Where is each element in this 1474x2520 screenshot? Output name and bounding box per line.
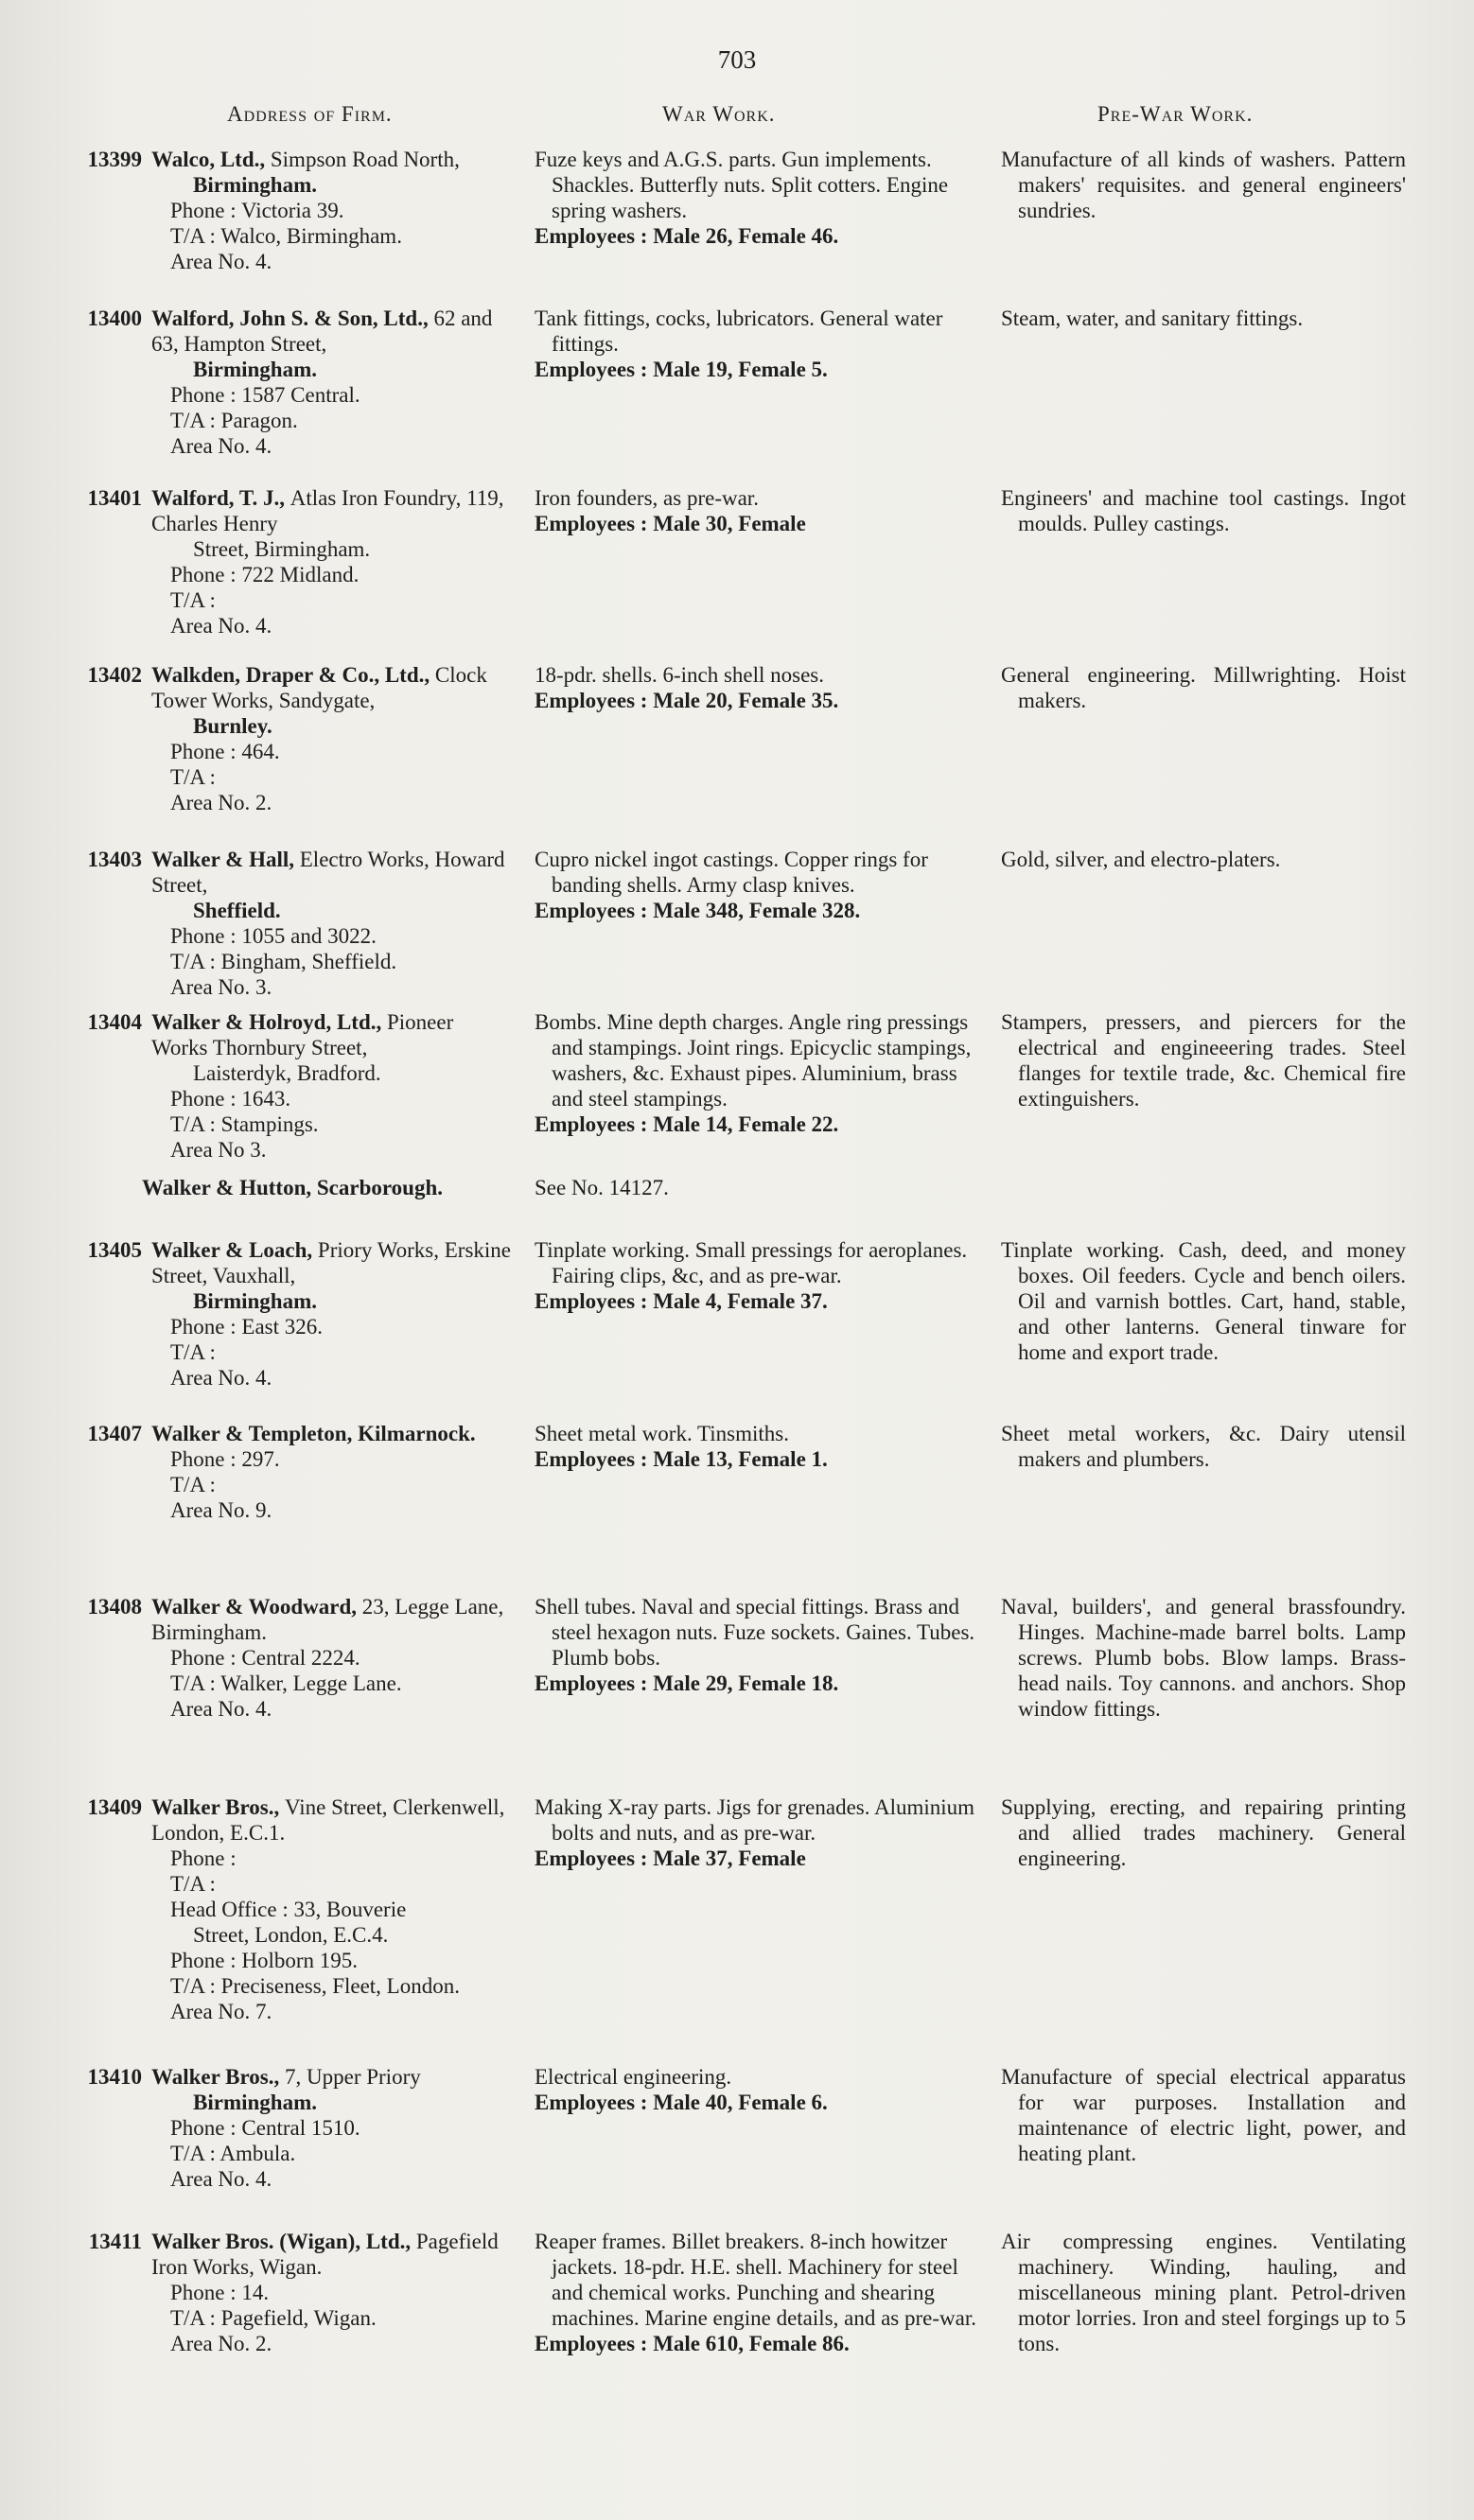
address-line: Priory Works, Erskine Street, Vauxhall, [151, 1238, 511, 1287]
address-line: T/A : Paragon. [170, 409, 298, 432]
address-line: T/A : Walker, Legge Lane. [170, 1671, 402, 1695]
address-line: Phone : [170, 1846, 237, 1870]
entry-number: 13405 [87, 1238, 142, 1262]
employees: Employees : Male 29, Female 18. [535, 1671, 839, 1695]
entry-war-work [535, 1237, 984, 1314]
address-line: Clock Tower Works, Sandygate, [151, 663, 487, 712]
entry-number: 13410 [87, 2065, 142, 2089]
employees: Employees : Male 4, Female 37. [535, 1289, 828, 1313]
address-line: Phone : Victoria 39. [170, 199, 344, 222]
address-line: T/A : [170, 1473, 216, 1496]
firm-name: Walker Bros. (Wigan), Ltd., [151, 2230, 416, 2253]
address-line: Phone : 297. [170, 1447, 280, 1471]
entry-prewar-work: General engineering. Millwrighting. Hoist makers. [1001, 663, 1406, 712]
address-line: Phone : Central 2224. [170, 1646, 360, 1670]
firm-name: Walker Bros., [151, 1795, 285, 1819]
entry-number: 13411 [88, 2230, 142, 2253]
address-line: Simpson Road North, [270, 148, 460, 171]
address-line: Phone : 1587 Central. [170, 383, 360, 407]
address-line: Street, Birmingham. [193, 537, 371, 561]
entry-prewar-work: Steam, water, and sanitary fittings. [1001, 306, 1304, 330]
entry-address [151, 847, 511, 1000]
war-description: Reaper frames. Billet breakers. 8-inch howitzer jackets. 18-pdr. H.E. shell. Machinery for steel and chemical works. Punching and shearing machines. Marine engine details, and as pre-war. [535, 2230, 976, 2330]
entry-address [151, 1594, 511, 1722]
address-line: T/A : Ambula. [170, 2142, 296, 2165]
address-line: Pagefield Iron Works, Wigan. [151, 2230, 499, 2279]
employees: Employees : Male 26, Female 46. [535, 224, 839, 248]
address-line: Burnley. [193, 714, 272, 738]
address-line: T/A : Walco, Birmingham. [170, 224, 402, 248]
employees: Employees : Male 19, Female 5. [535, 358, 828, 381]
war-description: Sheet metal work. Tinsmiths. [535, 1422, 789, 1445]
firm-name: Walker & Templeton, Kilmarnock. [151, 1422, 476, 1445]
entry-prewar-work: Naval, builders', and general brassfoundry. Hinges. Machine-made barrel bolts. Lamp screws. Plumb bobs. Blow lamps. Brass-head nails. Toy cannons. and anchors. Shop window fittings. [1001, 1595, 1406, 1721]
entry-war-work [535, 1794, 984, 1871]
entry-prewar-work: Manufacture of special electrical apparatus for war purposes. Installation and maintenance of electric light, power, and heating plant. [1001, 2065, 1406, 2165]
address-line: Area No. 2. [170, 791, 272, 814]
employees: Employees : Male 40, Female 6. [535, 2091, 828, 2114]
entry-number: 13407 [87, 1422, 142, 1445]
entry-war-work [535, 485, 984, 536]
address-line: 7, Upper Priory [285, 2065, 421, 2089]
employees: Employees : Male 20, Female 35. [535, 689, 839, 712]
address-line: T/A : Preciseness, Fleet, London. [170, 1974, 460, 1998]
employees: Employees : Male 37, Female [535, 1846, 806, 1870]
entry-number: 13409 [87, 1795, 142, 1819]
war-description: Bombs. Mine depth charges. Angle ring pressings and stampings. Joint rings. Epicyclic stampings, washers, &c. Exhaust pipes. Aluminium, brass and steel stampings. [535, 1010, 972, 1111]
address-line: Phone : 722 Midland. [170, 563, 360, 586]
firm-name: Walker & Woodward, [151, 1595, 362, 1619]
cross-reference: See No. 14127. [535, 1176, 669, 1199]
entry-war-work [535, 306, 984, 382]
entry-number: 13400 [87, 306, 142, 330]
entry-war-work [535, 2229, 984, 2356]
entry-address [151, 1009, 511, 1163]
entry-address [151, 485, 511, 639]
employees: Employees : Male 348, Female 328. [535, 899, 861, 922]
entry-war-work [535, 1175, 984, 1200]
firm-name: Walker & Loach, [151, 1238, 318, 1262]
address-line: Area No. 4. [170, 1366, 272, 1390]
firm-name: Walker & Holroyd, Ltd., [151, 1010, 387, 1034]
entry-address [151, 2229, 511, 2356]
header-prewar-work: Pre-War Work. [1097, 102, 1254, 126]
address-line: Phone : 464. [170, 740, 280, 763]
address-line: Birmingham. [193, 173, 317, 197]
address-line: T/A : [170, 588, 216, 612]
address-line: Phone : 1055 and 3022. [170, 924, 377, 948]
entry-address [151, 662, 511, 815]
address-line: Phone : Holborn 195. [170, 1949, 359, 1972]
entry-war-work [535, 1594, 984, 1696]
entry-prewar-work: Supplying, erecting, and repairing printing and allied trades machinery. General engineering. [1001, 1795, 1406, 1870]
entry-number: 13404 [87, 1010, 142, 1034]
entry-number: 13401 [87, 486, 142, 510]
entry-prewar-work: Gold, silver, and electro-platers. [1001, 848, 1281, 871]
entry-address [151, 1794, 511, 2024]
entry-address [151, 1237, 511, 1391]
entry-prewar-work: Stampers, pressers, and piercers for the electrical and engineeering trades. Steel flanges for textile trade, &c. Chemical fire extinguishers. [1001, 1010, 1406, 1111]
entry-number: 13403 [87, 848, 142, 871]
war-description: Cupro nickel ingot castings. Copper rings for banding shells. Army clasp knives. [535, 848, 928, 897]
war-description: Fuze keys and A.G.S. parts. Gun implements. Shackles. Butterfly nuts. Split cotters. Engine spring washers. [535, 148, 949, 222]
address-line: Birmingham. [193, 358, 317, 381]
address-line: Phone : 1643. [170, 1087, 291, 1111]
address-line: Phone : East 326. [170, 1315, 323, 1339]
entry-address [151, 147, 511, 274]
war-description: Tank fittings, cocks, lubricators. General water fittings. [535, 306, 943, 356]
address-line: 62 and 63, Hampton Street, [151, 306, 493, 356]
address-line: Area No. 4. [170, 2167, 272, 2191]
address-line: Sheffield. [193, 899, 281, 922]
entry-war-work [535, 662, 984, 713]
entry-war-work [535, 2064, 984, 2115]
firm-name: Walco, Ltd., [151, 148, 271, 171]
entry-address [151, 2064, 511, 2192]
address-line: T/A : [170, 1340, 216, 1364]
entry-war-work [535, 1421, 984, 1472]
firm-name: Walker Bros., [151, 2065, 285, 2089]
address-line: T/A : [170, 765, 216, 789]
address-line: Phone : 14. [170, 2281, 270, 2304]
address-line: Area No. 4. [170, 250, 272, 273]
war-description: 18-pdr. shells. 6-inch shell noses. [535, 663, 824, 687]
entry-address [142, 1175, 501, 1200]
entry-number: 13408 [87, 1595, 142, 1619]
address-line: Vine Street, Clerkenwell, London, E.C.1. [151, 1795, 505, 1845]
entry-number: 13402 [87, 663, 142, 687]
address-line: 23, Legge Lane, Birmingham. [151, 1595, 504, 1644]
address-line: Area No. 3. [170, 975, 272, 999]
address-line: Area No. 4. [170, 1697, 272, 1721]
address-line: Area No 3. [170, 1138, 267, 1162]
address-line: Phone : Central 1510. [170, 2116, 360, 2140]
firm-name: Walford, John S. & Son, Ltd., [151, 306, 434, 330]
address-line: Area No. 4. [170, 614, 272, 638]
entry-prewar-work: Tinplate working. Cash, deed, and money boxes. Oil feeders. Cycle and bench oilers. Oil and varnish bottles. Cart, hand, stable, and other lanterns. General tinware for home and export trade. [1001, 1238, 1406, 1364]
header-address: Address of Firm. [227, 102, 393, 126]
war-description: Making X-ray parts. Jigs for grenades. Aluminium bolts and nuts, and as pre-war. [535, 1795, 975, 1845]
address-line: Laisterdyk, Bradford. [193, 1061, 381, 1085]
address-line: Area No. 9. [170, 1498, 272, 1522]
address-line: Atlas Iron Foundry, 119, Charles Henry [151, 486, 504, 535]
firm-name: Walker & Hall, [151, 848, 300, 871]
entry-war-work [535, 147, 984, 249]
address-line: T/A : Pagefield, Wigan. [170, 2306, 377, 2330]
address-line: T/A : Bingham, Sheffield. [170, 950, 397, 973]
address-line: T/A : [170, 1872, 216, 1896]
address-line: T/A : Stampings. [170, 1112, 319, 1136]
entry-prewar-work: Air compressing engines. Ventilating machinery. Winding, hauling, and miscellaneous mining plant. Petrol-driven motor lorries. Iron and steel forgings up to 5 tons. [1001, 2230, 1406, 2355]
entry-prewar-work: Engineers' and machine tool castings. Ingot moulds. Pulley castings. [1001, 486, 1406, 535]
employees: Employees : Male 30, Female [535, 512, 806, 535]
address-line: Head Office : 33, Bouverie [170, 1898, 407, 1921]
entry-prewar-work: Sheet metal workers, &c. Dairy utensil makers and plumbers. [1001, 1422, 1406, 1471]
war-description: Electrical engineering. [535, 2065, 732, 2089]
war-description: Tinplate working. Small pressings for aeroplanes. Fairing clips, &c, and as pre-war. [535, 1238, 968, 1287]
employees: Employees : Male 13, Female 1. [535, 1447, 828, 1471]
page-number: 703 [717, 45, 757, 74]
address-line: Electro Works, Howard Street, [151, 848, 505, 897]
address-line: Birmingham. [193, 1289, 317, 1313]
war-description: Shell tubes. Naval and special fittings. Brass and steel hexagon nuts. Fuze sockets. Gaines. Tubes. Plumb bobs. [535, 1595, 975, 1670]
address-line: Street, London, E.C.4. [193, 1923, 389, 1947]
address-line: Birmingham. [193, 2091, 317, 2114]
entry-number: 13399 [87, 148, 142, 171]
firm-name: Walford, T. J., [151, 486, 290, 510]
entry-war-work [535, 847, 984, 923]
firm-name: Walkden, Draper & Co., Ltd., [151, 663, 435, 687]
address-line: Area No. 7. [170, 2000, 272, 2023]
employees: Employees : Male 610, Female 86. [535, 2332, 850, 2355]
entry-address [151, 306, 511, 459]
entry-war-work [535, 1009, 984, 1137]
firm-name: Walker & Hutton, Scarborough. [142, 1176, 443, 1199]
war-description: Iron founders, as pre-war. [535, 486, 759, 510]
address-line: Pioneer Works Thornbury Street, [151, 1010, 454, 1059]
address-line: Area No. 2. [170, 2332, 272, 2355]
entry-address [151, 1421, 511, 1523]
employees: Employees : Male 14, Female 22. [535, 1112, 839, 1136]
entry-prewar-work: Manufacture of all kinds of washers. Pattern makers' requisites. and general engineers' sundries. [1001, 148, 1406, 222]
header-war-work: War Work. [662, 102, 776, 126]
address-line: Area No. 4. [170, 434, 272, 458]
